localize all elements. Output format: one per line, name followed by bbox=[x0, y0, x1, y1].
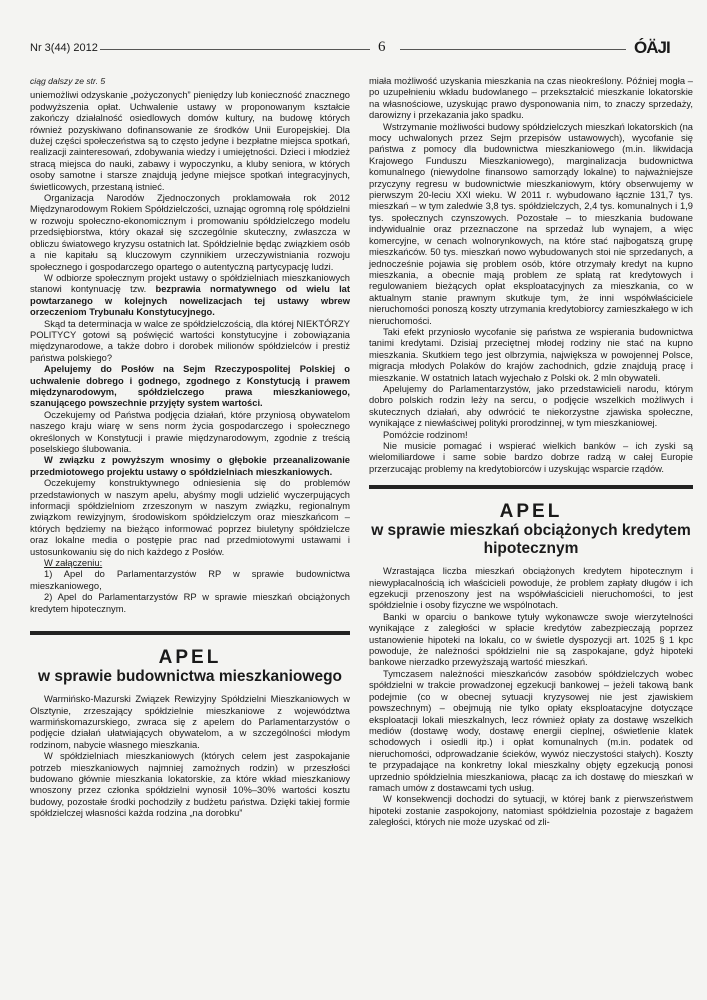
paragraph: Apelujemy do Parlamentarzystów, jako przedstawicieli narodu, którym dobro polskich rodzin leży na sercu, o podjęcie wszelkich możliwych i skutecznych działań, aby odwrócić te niekorzystne zjawiska społeczne, wynikające z niewłaściwej polityki prorodzinnej, w tym mieszkaniowej. bbox=[369, 383, 693, 429]
header-rule-left bbox=[100, 49, 370, 50]
underlined-text: W załączeniu: bbox=[44, 558, 103, 569]
appeal-subtitle: w sprawie budownictwa mieszkaniowego bbox=[37, 668, 343, 686]
attachment-item: 2) Apel do Parlamentarzystów RP w sprawie mieszkań obciążonych kredytem hipotecznym. bbox=[30, 592, 350, 614]
appeal-heading bbox=[30, 631, 350, 686]
paragraph: Warmińsko-Mazurski Związek Rewizyjny Spółdzielni Mieszkaniowych w Olsztynie, zrzeszający spółdzielnie mieszkaniowe z województwa warmińskomazurskiego, zwraca się z apelem do Parlamentarzystów o podjęcie działań ułatwiających obywatelom, a w szczególności młodym rodzinom, nabycie własnego mieszkania. bbox=[30, 694, 350, 750]
appeal-title: APEL bbox=[158, 647, 222, 669]
appeal-heading bbox=[369, 485, 693, 558]
paragraph: Oczekujemy konstruktywnego odniesienia się do problemów przedstawionych w naszym apelu, abyśmy mogli udzielić wyczerpujących informacji spółdzielniom zrzeszonym w naszym związku, regionalnym związkom rewizyjnym, środowiskom spółdzielczym oraz mieszkańcom – których będziemy na bieżąco informować poprzez biuletyny spółdzielcze oraz lokalne media o postępie prac nad przedmiotowymi ustawami i ustosunkowaniu się do nich każdego z Posłów. bbox=[30, 478, 350, 557]
page-header bbox=[30, 38, 680, 60]
left-column bbox=[30, 76, 350, 820]
paragraph-bold-text: bezprawia normatywnego od wielu lat powtarzanego w kolejnych nowelizacjach tej ustawy wbrew orzeczeniom Trybunału Konstytucyjnego. bbox=[30, 284, 350, 318]
appeal-title: APEL bbox=[499, 501, 563, 523]
appeal-bold-paragraph bbox=[30, 364, 350, 410]
paragraph: Wzrastająca liczba mieszkań obciążonych kredytem hipotecznym i niewypłacalnością ich właścicieli powoduje, że problem zapłaty długów i ich egzekucji przenoszony jest na współwłaścicieli nieruchomości, to jest spółdzielnie i osoby fizyczne we wspólnotach. bbox=[369, 566, 693, 611]
issue-number: Nr 3(44) 2012 bbox=[30, 42, 98, 54]
right-column bbox=[369, 76, 693, 829]
paragraph: W spółdzielniach mieszkaniowych (których celem jest zaspokajanie potrzeb mieszkaniowych najmniej zamożnych rodzin) w przeszłości budowano głównie mieszkania lokatorskie, za które wkład mieszkaniowy wnoszony przez członka spółdzielni wynosił 10%–30% wartości kosztu budowy, pozostałe środki pochodziły z budżetu państwa. Dzięki takiej formie spółdzielczej własności każda rodzina „na dorobku” bbox=[30, 751, 350, 819]
paragraph: uniemożliwi odzyskanie „pożyczonych” pieniędzy lub konieczność znacznego podwyższenia opłat. Uchwalenie ustawy w proponowanym kształcie zakończy działalność osiedlowych domów kultury, na budowę których również pozyskiwano dofinansowanie ze środków Unii Europejskiej. Dla dużej części społeczeństwa są to często jedyne i bezpłatne miejsca spotkań, realizacji zainteresowań, zdobywania wiedzy i umiejętności. Dzieci i młodzież stracą miejsca do nauki, zabawy i wypoczynku, a kluby seniora, w których osoby samotne i starsze znajdują jedyne miejsce spotkań integracyjnych, świetlicowych, przestaną istnieć. bbox=[30, 90, 350, 192]
paragraph: Nie musicie pomagać i wspierać wielkich banków – ich zyski są wielomiliardowe i same sobie bardzo dobrze radzą w całej Europie przerzucając problemy na kredytobiorców i uzyskując wsparcie rządów. bbox=[369, 441, 693, 474]
paragraph: miała możliwość uzyskania mieszkania na czas nieokreślony. Później mogła – po uzupełnieniu wkładu budowlanego – przekształcić mieszkanie lokatorskie na własnościowe, uzyskując prawo dysponowania nim, to znaczy sprzedaży, darowizny i przekazania jako spadku. bbox=[369, 76, 693, 121]
paragraph bbox=[30, 273, 350, 319]
bold-text: Apelujemy do Posłów na Sejm Rzeczypospolitej Polskiej o uchwalenie dobrego i godnego, zgodnego z Konstytucją i prawem międzynarodowym, spółdzielczego prawa mieszkaniowego, szanującego powszechnie przyjęty system wartości. bbox=[30, 364, 350, 409]
paragraph: Wstrzymanie możliwości budowy spółdzielczych mieszkań lokatorskich (na mocy uchwalonych przez Sejm przepisów ustawowych), wycofanie się państwa z pomocy dla budownictwa mieszkaniowego (m.in. likwidacja Krajowego Funduszu Mieszkaniowego), marginalizacja budownictwa komunalnego (niewydolne finansowo samorządy lokalne) to najważniejsze przyczyny regresu w budownictwie mieszkaniowym, który obserwujemy w pierwszym 20-leciu XXI wieku. W 2011 r. wybudowano łącznie 131,7 tys. mieszkań – w tym zaledwie 3,8 tys. spółdzielczych, 2,4 tys. komunalnych i 1,9 tys. społecznych czynszowych. Pozostałe – to mieszkania budowane indywidualnie oraz przeznaczone na sprzedaż lub wynajem, a więc komercyjne, w cenach wolnorynkowych, na które stać najbogatszą grupę mieszkańców. 50 tys. mieszkań nowo wybudowanych stoi nie sprzedanych, a jednocześnie pojawia się problem osób, które otrzymały kredyt na kupno mieszkania, a obecnie mają problem ze spłatą rat kredytowych i regulowaniem bieżących opłat eksploatacyjnych za mieszkania, co w aktualnym stanie prawnym skutkuje tym, że inni współwłaściciele nieruchomości ponoszą koszty utrzymania kredytobiorcy zamieszkałego w ich nieruchomości. bbox=[369, 121, 693, 326]
appeal-subtitle: w sprawie mieszkań obciążonych kredytem hipotecznym bbox=[371, 522, 691, 558]
paragraph: Oczekujemy od Państwa podjęcia działań, które przyniosą obywatelom naszego kraju wiarę w sens norm życia gospodarczego i społecznego określonych w Konstytucji i prawie międzynarodowym, zgodnie z treścią poselskiego ślubowania. bbox=[30, 409, 350, 454]
page-number: 6 bbox=[378, 39, 386, 55]
request-bold-paragraph bbox=[30, 455, 350, 478]
continued-note: ciąg dalszy ze str. 5 bbox=[30, 76, 106, 86]
paragraph: Organizacja Narodów Zjednoczonych proklamowała rok 2012 Międzynarodowym Rokiem Spółdzielczości, uznając ogromną rolę spółdzielni w rozwoju społeczno-ekonomicznym i promowaniu spółdzielczego modelu przedsiębiorstwa, który okazał się szczególnie skuteczny, zwłaszcza w obliczu światowego kryzysu ostatnich lat. Spółdzielnie będąc związkiem osób a nie kapitału są kluczowym czynnikiem urzeczywistniania rozwoju społecznego i gospodarczego opartego o autentyczną partycypację ludzi. bbox=[30, 193, 350, 272]
paragraph: W konsekwencji dochodzi do sytuacji, w której bank z pierwszeństwem hipoteki zostanie zaspokojony, natomiast spółdzielnia pozostaje z bagażem zaległości, których nie może uzyskać od zli- bbox=[369, 794, 693, 828]
bold-text: W związku z powyższym wnosimy o głębokie przeanalizowanie przedmiotowego projektu ustawy o spółdzielniach mieszkaniowych. bbox=[30, 455, 350, 477]
paragraph: Banki w oparciu o bankowe tytuły wykonawcze swoje wierzytelności wynikające z zaległości w spłacie kredytów zabezpieczają poprzez ustanowienie hipoteki na lokalu, co w świetle dyspozycji art. 1025 § 1 kpc powoduje, że należności spółdzielni nie są zaspokajane, gdyż hipoteki bankowe nierzadko przewyższają wartość mieszkań. bbox=[369, 611, 693, 668]
paragraph: Taki efekt przyniosło wycofanie się państwa ze wspierania budownictwa tanimi kredytami. Dzisiaj przeciętnej młodej rodziny nie stać na kupno mieszkania. Skutkiem tego jest olbrzymia, największa w powojennej Polsce, migracja młodych Polaków do krajów zachodnich, gdzie znajdują pracę i mieszkanie. W ostatnich latach wyjechało z Polski ok. 2 mln obywateli. bbox=[369, 326, 693, 383]
publisher-logo: ÓÄJI bbox=[634, 38, 670, 57]
paragraph: Tymczasem należności mieszkańców zasobów spółdzielczych wobec spółdzielni w trakcie prowadzonej egzekucji bankowej – jeżeli takową bank podejmie (co w obecnej sytuacji kryzysowej nie jest zjawiskiem powszechnym) – obejmują nie tylko opłaty eksploatacyjne dotyczące eksploatacji lokali mieszkalnych, lecz również opłaty za dostawę wszelkich mediów (dostawę wody, dostawę energii cieplnej, oświetlenie klatek schodowych i osiedli itp.) i opłat komunalnych (m.in. podatek od nieruchomości, odprowadzanie ścieków, wywóz nieczystości stałych). Koszty te przypadające na konkretny lokal mieszkalny objęty egzekucją ponosi uprzednio spółdzielnia mieszkaniowa, płacąc za ich dostawę do mieszkań w ramach umów z dostawcami tych usług. bbox=[369, 668, 693, 793]
header-rule-right bbox=[400, 49, 626, 50]
paragraph-text: W odbiorze społecznym projekt ustawy o spółdzielniach mieszkaniowych stanowi kontynuację tzw. bbox=[30, 272, 350, 295]
attachments-label bbox=[30, 558, 350, 569]
attachment-item: 1) Apel do Parlamentarzystów RP w sprawie budownictwa mieszkaniowego, bbox=[30, 569, 350, 591]
paragraph: Skąd ta determinacja w walce ze spółdzielczością, dla której NIEKTÓRZY POLITYCY gotowi są poświęcić wartości konstytucyjne i zobowiązania międzynarodowe, a także dobro i dorobek milionów spółdzielców i prestiż państwa polskiego? bbox=[30, 318, 350, 363]
paragraph: Pomóżcie rodzinom! bbox=[383, 429, 468, 440]
